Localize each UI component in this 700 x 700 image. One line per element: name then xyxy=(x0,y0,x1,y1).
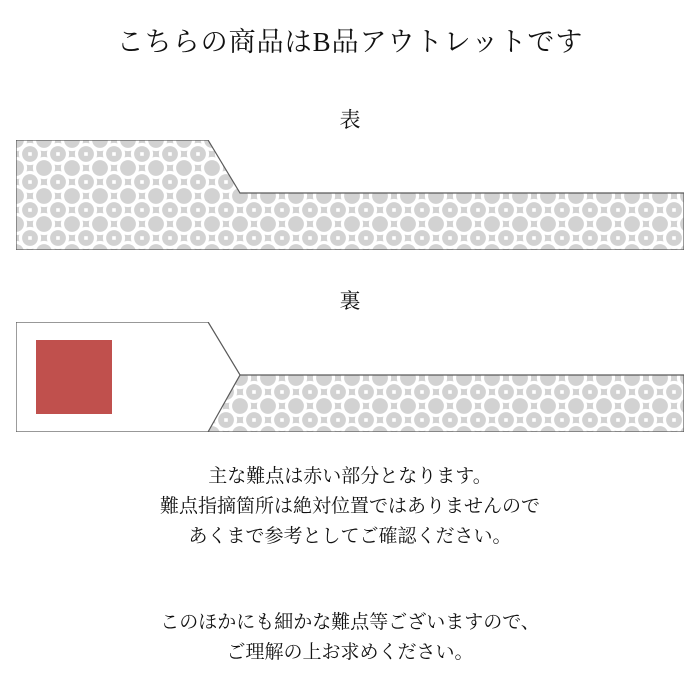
note-line: このほかにも細かな難点等ございますので、 xyxy=(160,612,540,633)
back-side-label: 裏 xyxy=(339,289,361,313)
note-line: 主な難点は赤い部分となります。 xyxy=(208,466,492,487)
obi-front-figure xyxy=(16,140,684,250)
defect-marker xyxy=(36,340,112,414)
note-line: ご理解の上お求めください。 xyxy=(226,642,474,663)
front-side-label: 表 xyxy=(339,108,361,132)
note-line: 難点指摘箇所は絶対位置ではありませんので xyxy=(159,496,540,517)
primary-notes xyxy=(0,462,700,552)
secondary-notes xyxy=(0,608,700,668)
obi-back-figure xyxy=(16,322,684,432)
obi-front-shape xyxy=(16,140,684,250)
page-title: こちらの商品はB品アウトレットです xyxy=(116,27,584,57)
note-line: あくまで参考としてご確認ください。 xyxy=(188,526,512,547)
